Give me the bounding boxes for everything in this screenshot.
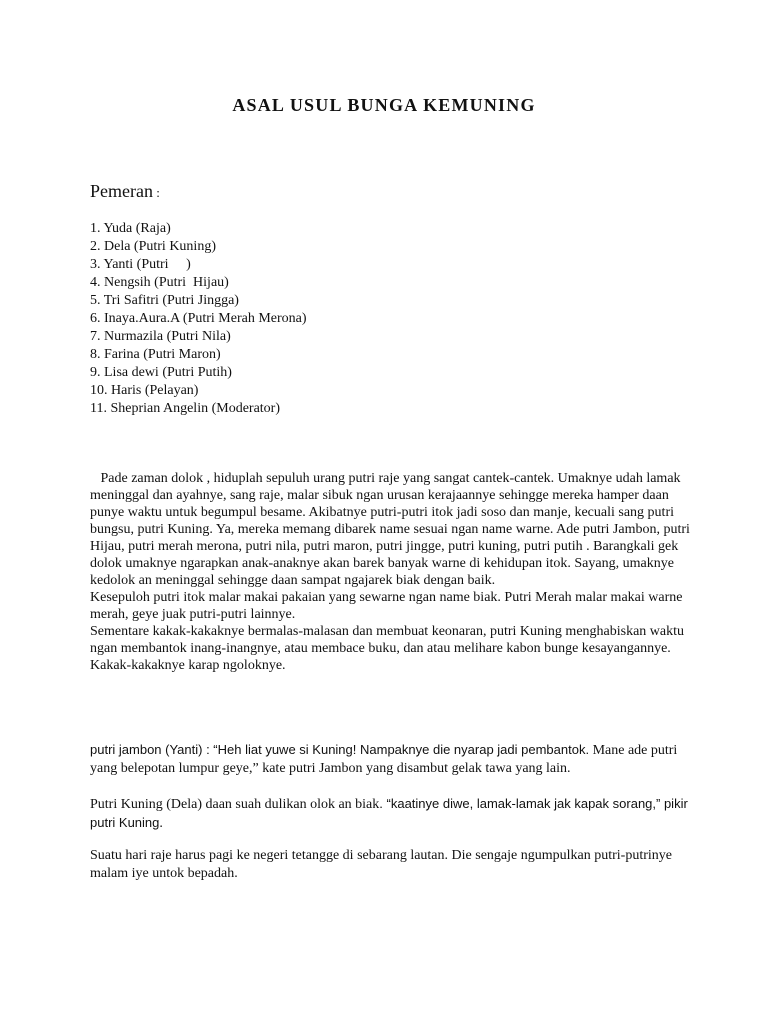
dialogue-speaker: putri jambon (Yanti) : “Heh liat yuwe si Kuning! Nampaknye die nyarap jadi pembantok. (90, 742, 590, 757)
cast-item: 9. Lisa dewi (Putri Putih) (90, 365, 232, 380)
cast-item: 10. Haris (Pelayan) (90, 383, 199, 398)
cast-list (90, 220, 307, 418)
cast-item: 2. Dela (Putri Kuning) (90, 239, 216, 254)
narration-block (90, 470, 694, 674)
cast-item: 3. Yanti (Putri ) (90, 257, 191, 272)
dialogue-text: Mane ade putri yang belepotan lumpur geye,” kate putri Jambon yang disambut gelak tawa yang lain. (90, 743, 678, 776)
cast-heading-label: Pemeran (90, 181, 153, 201)
narration-paragraph: Kesepuloh putri itok malar makai pakaian yang sewarne ngan name biak. Putri Merah malar makai warne merah, geye juak putri-putri lainnye. (90, 590, 683, 622)
cast-heading-colon: : (152, 185, 160, 200)
dialogue-text: Putri Kuning (Dela) daan suah dulikan olok an biak (90, 797, 380, 812)
cast-item: 11. Sheprian Angelin (Moderator) (90, 401, 280, 416)
closing-paragraph (90, 847, 690, 883)
narration-paragraph: Sementare kakak-kakaknye bermalas-malasan dan membuat keonaran, putri Kuning menghabiskan waktu ngan membantok inang-inangnye, atau membace buku, dan atau melihare kabon bunge kesayangannye. Kakak-kakaknye karap ngoloknye. (90, 624, 685, 673)
cast-item: 8. Farina (Putri Maron) (90, 347, 221, 362)
dialogue-end: . (159, 816, 163, 831)
dialogue-jambon (90, 741, 690, 778)
cast-heading (90, 181, 160, 202)
dialogue-kuning (90, 795, 690, 833)
cast-item: 5. Tri Safitri (Putri Jingga) (90, 293, 239, 308)
cast-item: 6. Inaya.Aura.A (Putri Merah Merona) (90, 311, 307, 326)
document-title: ASAL USUL BUNGA KEMUNING (232, 95, 536, 115)
cast-item: 1. Yuda (Raja) (90, 221, 171, 236)
cast-item: 7. Nurmazila (Putri Nila) (90, 329, 231, 344)
dialogue-thought: . “kaatinye diwe, lamak-lamak jak kapak sorang,” pikir putri Kuning (90, 796, 688, 830)
cast-item: 4. Nengsih (Putri Hijau) (90, 275, 229, 290)
dialogue-paragraph (90, 741, 690, 778)
narration-paragraph: Pade zaman dolok , hiduplah sepuluh urang putri raje yang sangat cantek-cantek. Umaknye udah lamak meninggal dan ayahnye, sang raje, malar sibuk ngan urusan kerajaannye sehingge mereka hamper daan punye waktu untuk begumpul besame. Akibatnye putri-putri itok jadi soso dan manje, kecuali sang putri bungsu, putri Kuning. Ya, mereka memang dibarek name sesuai ngan name warne. Ade putri Jambon, putri Hijau, putri merah merona, putri nila, putri maron, putri jingge, putri kuning, putri putih . Barangkali gek dolok umaknye ngarapkan anak-anaknye akan barek banyak warne di kehidupan itok. Sayang, umaknye kedolok an meninggal sehingge daan sampat ngajarek biak dengan baik. (90, 471, 694, 588)
dialogue-paragraph (90, 795, 690, 833)
closing-text: Suatu hari raje harus pagi ke negeri tetangge di sebarang lautan. Die sengaje ngumpulkan putri-putrinye malam iye untok bepadah. (90, 848, 672, 881)
